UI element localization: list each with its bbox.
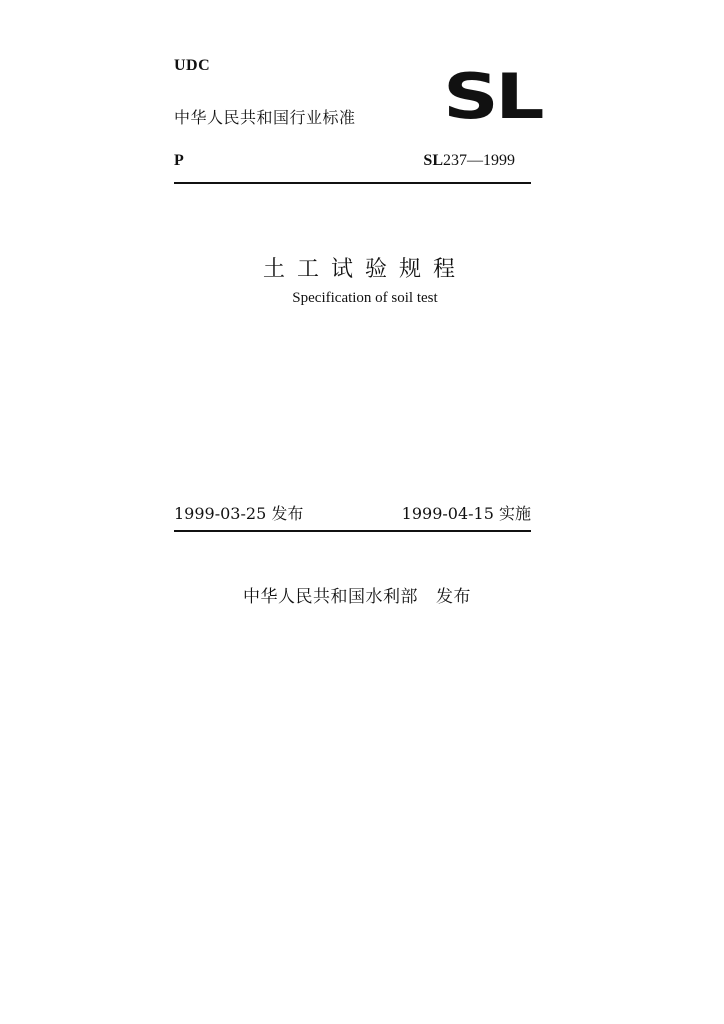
classification-code: P — [174, 152, 184, 169]
udc-label: UDC — [174, 57, 211, 74]
publisher-line — [243, 582, 471, 607]
document-title-english: Specification of soil test — [292, 290, 438, 306]
date-divider — [174, 530, 531, 532]
publisher-action: 发布 — [436, 587, 471, 607]
issue-date: 1999-03-25 发布 — [174, 504, 304, 523]
standard-number-prefix: SL — [423, 152, 443, 169]
sl-logo: SL — [443, 60, 541, 133]
standard-number-suffix: 237—1999 — [443, 152, 515, 169]
document-title-chinese: 土工试验规程 — [262, 257, 467, 282]
implementation-date: 1999-04-15 实施 — [401, 504, 531, 523]
top-divider — [174, 182, 531, 184]
publisher-name: 中华人民共和国水利部 — [243, 587, 418, 607]
standard-number — [423, 152, 515, 170]
industry-standard-heading: 中华人民共和国行业标准 — [174, 108, 356, 127]
